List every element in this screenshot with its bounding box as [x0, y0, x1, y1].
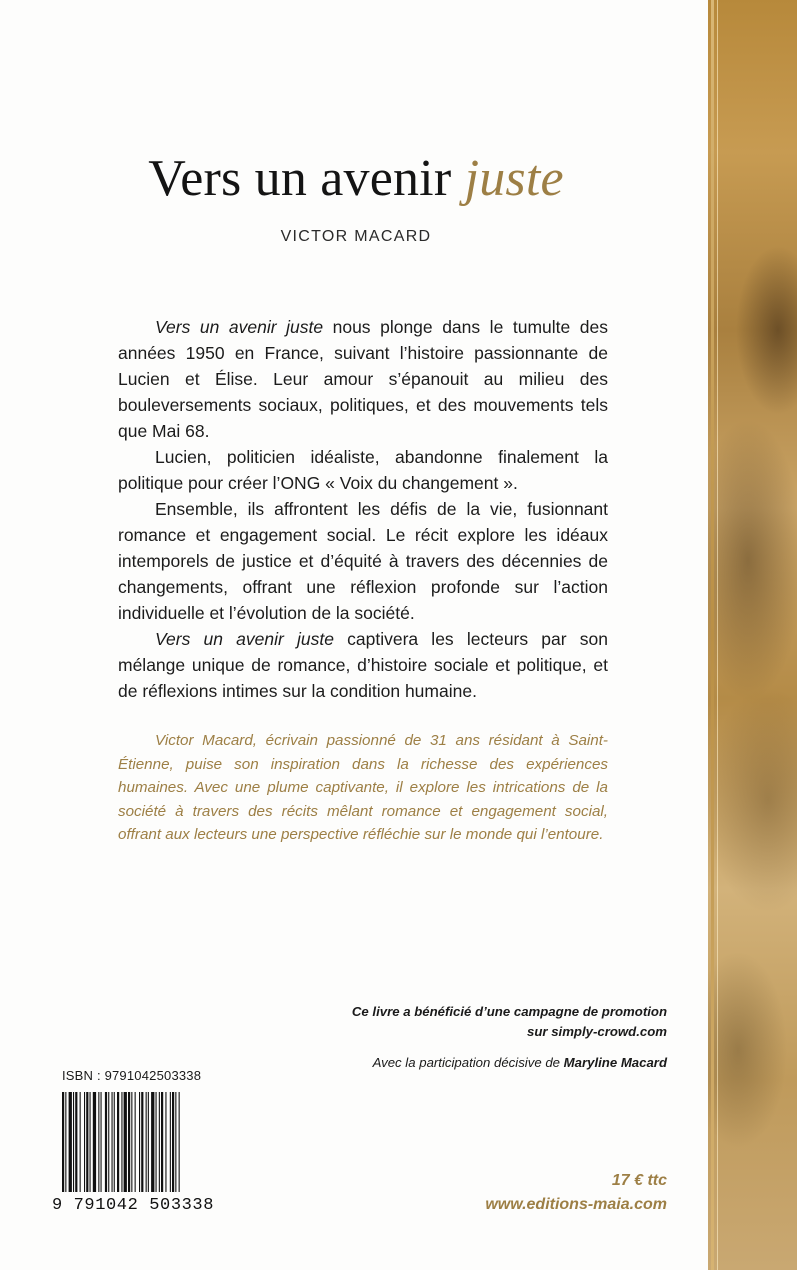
barcode-bar	[80, 1092, 81, 1192]
barcode-bar	[73, 1092, 74, 1192]
blurb-title-ref: Vers un avenir juste	[155, 629, 334, 649]
publisher-website: www.editions-maia.com	[485, 1196, 667, 1213]
isbn-label: ISBN : 9791042503338	[62, 1068, 202, 1083]
barcode-bar	[114, 1092, 115, 1192]
barcode-bar	[69, 1092, 72, 1192]
cover-photo-strip	[708, 0, 797, 1270]
blurb-paragraph-1	[118, 314, 608, 444]
barcode-bar	[90, 1092, 91, 1192]
promotion-note	[250, 1002, 667, 1042]
blurb-paragraph-3: Ensemble, ils affrontent les défis de la vie, fusionnant romance et engagement social. Le récit explore les idéaux intemporels de justice et d’équité à travers des décennies de changements, offrant une réflexion profonde sur l’action individuelle et l’évolution de la société.	[118, 499, 608, 623]
barcode-bar	[108, 1092, 109, 1192]
barcode-bar	[156, 1092, 157, 1192]
barcode-digits: 9 791042 503338	[52, 1196, 215, 1215]
blurb-paragraph-2: Lucien, politicien idéaliste, abandonne finalement la politique pour créer l’ONG « Voix du changement ».	[118, 447, 608, 493]
book-title-accent: juste	[464, 150, 564, 207]
barcode-bar	[179, 1092, 180, 1192]
barcode-bar	[117, 1092, 119, 1192]
price-label: 17 € ttc	[611, 1172, 667, 1189]
barcode-bar	[165, 1092, 166, 1192]
barcode-bar	[75, 1092, 77, 1192]
blurb-text: nous plonge dans le tumulte des années 1950 en France, suivant l’histoire passionnante de Lucien et Élise. Leur amour s’épanouit au milieu des bouleversements sociaux, politiques, et des mouvements tels que Mai 68.	[118, 317, 608, 441]
barcode-bar	[161, 1092, 163, 1192]
barcode-bar	[105, 1092, 107, 1192]
promotion-line-1: Ce livre a bénéficié d’une campagne de promotion	[351, 1004, 667, 1019]
gold-border-highlight	[717, 0, 718, 1270]
barcode-bar	[84, 1092, 85, 1192]
author-bio-text: Victor Macard, écrivain passionné de 31 ans résidant à Saint-Étienne, puise son inspiration dans la richesse des expériences humaines. Avec une plume captivante, il explore les intrications de la société à travers des récits mêlant romance et engagement social, offrant aux lecteurs une perspective réfléchie sur le monde qui l’entoure.	[118, 732, 608, 843]
barcode-bar	[148, 1092, 149, 1192]
barcode-bar	[121, 1092, 122, 1192]
barcode-bar	[159, 1092, 160, 1192]
barcode-bar	[175, 1092, 176, 1192]
barcode-bar	[170, 1092, 171, 1192]
collaboration-note	[250, 1053, 667, 1073]
promotion-line-2: sur simply-crowd.com	[527, 1024, 667, 1039]
barcode-bar	[135, 1092, 136, 1192]
author-name: VICTOR MACARD	[280, 228, 432, 245]
barcode-bar	[65, 1092, 66, 1192]
book-blurb	[118, 314, 608, 704]
blurb-text: captivera les lecteurs par son mélange unique de romance, d’histoire sociale et politique, et de réflexions intimes sur la condition humaine.	[118, 629, 608, 701]
blurb-title-ref: Vers un avenir juste	[155, 317, 324, 337]
barcode-bar	[139, 1092, 140, 1192]
book-title	[0, 148, 712, 210]
barcode-bar	[172, 1092, 174, 1192]
barcode-bar	[141, 1092, 143, 1192]
collaborator-name: Maryline Macard	[563, 1055, 667, 1070]
barcode-bar	[62, 1092, 64, 1192]
barcode-bar	[98, 1092, 99, 1192]
barcode-bar	[146, 1092, 147, 1192]
barcode-bar	[93, 1092, 96, 1192]
barcode-bar	[124, 1092, 127, 1192]
barcode-bar	[86, 1092, 88, 1192]
barcode-bar	[101, 1092, 102, 1192]
barcode-bar	[112, 1092, 113, 1192]
collaboration-prefix: Avec la participation décisive de	[372, 1055, 564, 1070]
blurb-paragraph-4	[118, 626, 608, 704]
author-bio	[118, 729, 608, 847]
barcode-icon	[62, 1092, 216, 1192]
barcode-bar	[131, 1092, 132, 1192]
barcode-bar	[128, 1092, 130, 1192]
barcode-bar	[151, 1092, 154, 1192]
book-title-main: Vers un avenir	[148, 150, 465, 207]
